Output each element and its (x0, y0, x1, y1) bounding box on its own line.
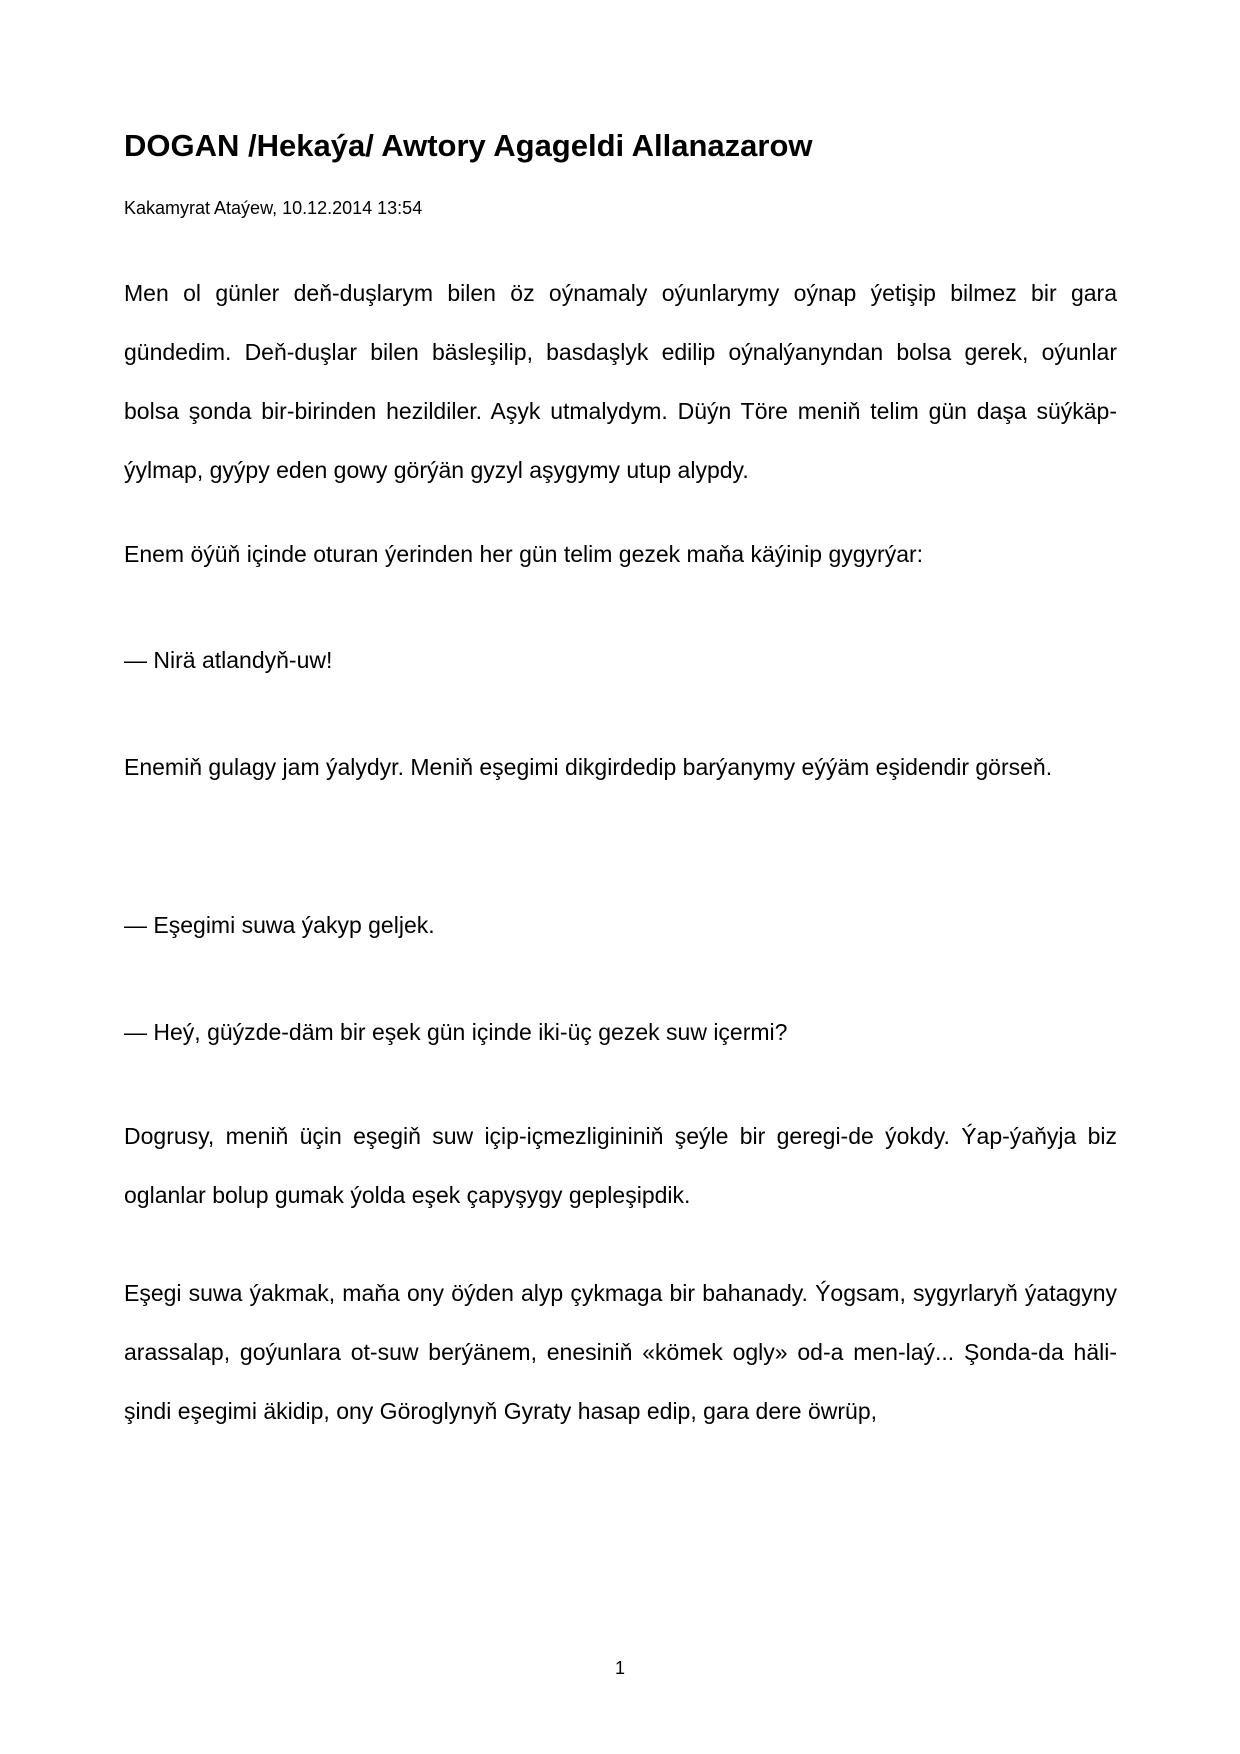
page-number: 1 (614, 1658, 625, 1678)
dialogue-line-1: — Nirä atlandyň-uw! (124, 647, 333, 673)
paragraph-5: Eşegi suwa ýakmak, maňa ony öýden alyp çykmaga bir bahanady. Ýogsam, sygyrlaryň ýatagyny arassalap, goýunlara ot-suw berýänem, enesiniň «kömek ogly» od-a men-laý... Şonda-da häli-şindi eşegimi äkidip, ony Göroglynyň Gyraty hasap edip, gara dere öwrüp, (124, 1280, 1117, 1424)
paragraph-2: Enem öýüň içinde oturan ýerinden her gün telim gezek maňa käýinip gygyrýar: (124, 541, 924, 567)
dialogue-line-3: — Heý, güýzde-däm bir eşek gün içinde iki-üç gezek suw içermi? (124, 1019, 788, 1045)
paragraph-4: Dogrusy, meniň üçin eşegiň suw içip-içmezligininiň şeýle bir geregi-de ýokdy. Ýap-ýaňyja biz oglanlar bolup gumak ýolda eşek çapyşygy gepleşipdik. (124, 1123, 1117, 1208)
paragraph-1: Men ol günler deň-duşlarym bilen öz oýnamaly oýunlarymy oýnap ýetişip bilmez bir gara gündedim. Deň-duşlar bilen bäsleşilip, basdaşlyk edilip oýnalýanyndan bolsa gerek, oýunlar bolsa şonda bir-birinden hezildiler. Aşyk utmalydym. Düýn Töre meniň telim gün daşa süýkäp-ýylmap, gyýpy eden gowy görýän gyzyl aşygymy utup alypdy. (124, 280, 1117, 483)
document-title: DOGAN /Hekaýa/ Awtory Agageldi Allanazarow (124, 128, 813, 163)
paragraph-3: Enemiň gulagy jam ýalydyr. Meniň eşegimi dikgirdedip barýanymy eýýäm eşidendir görseň. (124, 754, 1053, 780)
author-date-byline: Kakamyrat Ataýew, 10.12.2014 13:54 (124, 198, 423, 218)
dialogue-line-2: — Eşegimi suwa ýakyp geljek. (124, 912, 435, 938)
